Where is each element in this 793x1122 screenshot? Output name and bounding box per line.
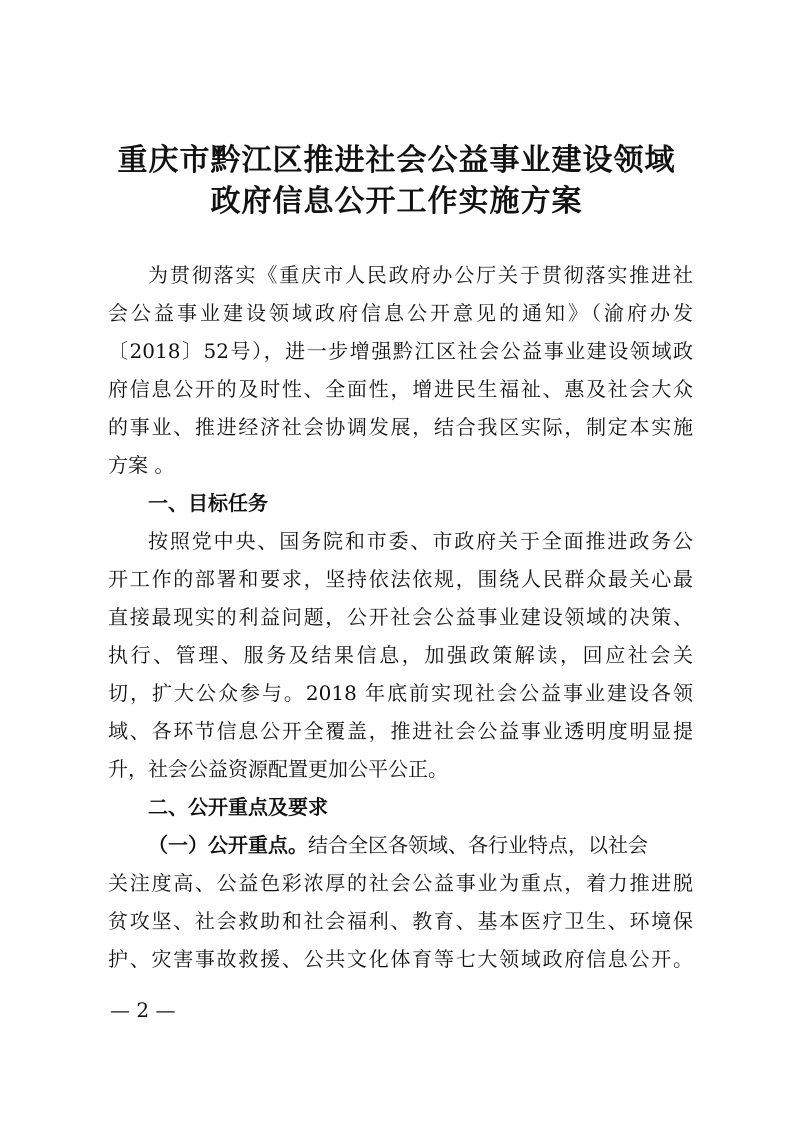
intro-line-1: 为贯彻落实《重庆市人民政府办公厅关于贯彻落实推进社: [148, 263, 693, 287]
section2-line-2: 关注度高、公益色彩浓厚的社会公益事业为重点，着力推进脱: [108, 871, 693, 895]
intro-line-2: 会公益事业建设领域政府信息公开意见的通知》（渝府办发: [108, 301, 693, 325]
section1-line-2: 开工作的部署和要求，坚持依法依规，围绕人民群众最关心最: [108, 567, 693, 591]
section2-line-3: 贫攻坚、社会救助和社会福利、教育、基本医疗卫生、环境保: [108, 909, 693, 933]
section2-line-1-text: 结合全区各领域、各行业特点，以社会: [308, 833, 648, 857]
intro-line-3: 〔2018〕52号），进一步增强黔江区社会公益事业建设领域政: [108, 339, 693, 363]
intro-line-5: 的事业、推进经济社会协调发展，结合我区实际，制定本实施: [108, 415, 693, 439]
intro-line-4: 府信息公开的及时性、全面性，增进民生福祉、惠及社会大众: [108, 377, 693, 401]
section1-line-7: 升，社会公益资源配置更加公平公正。: [108, 757, 448, 781]
section2-line-1: [148, 826, 693, 864]
page-number: — 2 —: [110, 998, 176, 1022]
section-heading-2: 二、公开重点及要求: [148, 795, 328, 819]
subsection-label: （一）公开重点。: [148, 833, 308, 857]
section1-line-3: 直接最现实的利益问题，公开社会公益事业建设领域的决策、: [108, 605, 693, 629]
document-title-line-1: 重庆市黔江区推进社会公益事业建设领域: [117, 143, 676, 178]
section2-line-4: 护、灾害事故救援、公共文化体育等七大领域政府信息公开。: [108, 947, 693, 971]
section1-line-5: 切，扩大公众参与。2018 年底前实现社会公益事业建设各领: [108, 681, 693, 705]
document-title-line-2: 政府信息公开工作实施方案: [210, 184, 583, 219]
section1-line-4: 执行、管理、服务及结果信息，加强政策解读，回应社会关: [108, 643, 693, 667]
intro-line-6: 方案 。: [108, 453, 175, 477]
section1-line-1: 按照党中央、国务院和市委、市政府关于全面推进政务公: [148, 529, 693, 553]
section-heading-1: 一、目标任务: [148, 491, 268, 515]
section1-line-6: 域、各环节信息公开全覆盖，推进社会公益事业透明度明显提: [108, 719, 693, 743]
